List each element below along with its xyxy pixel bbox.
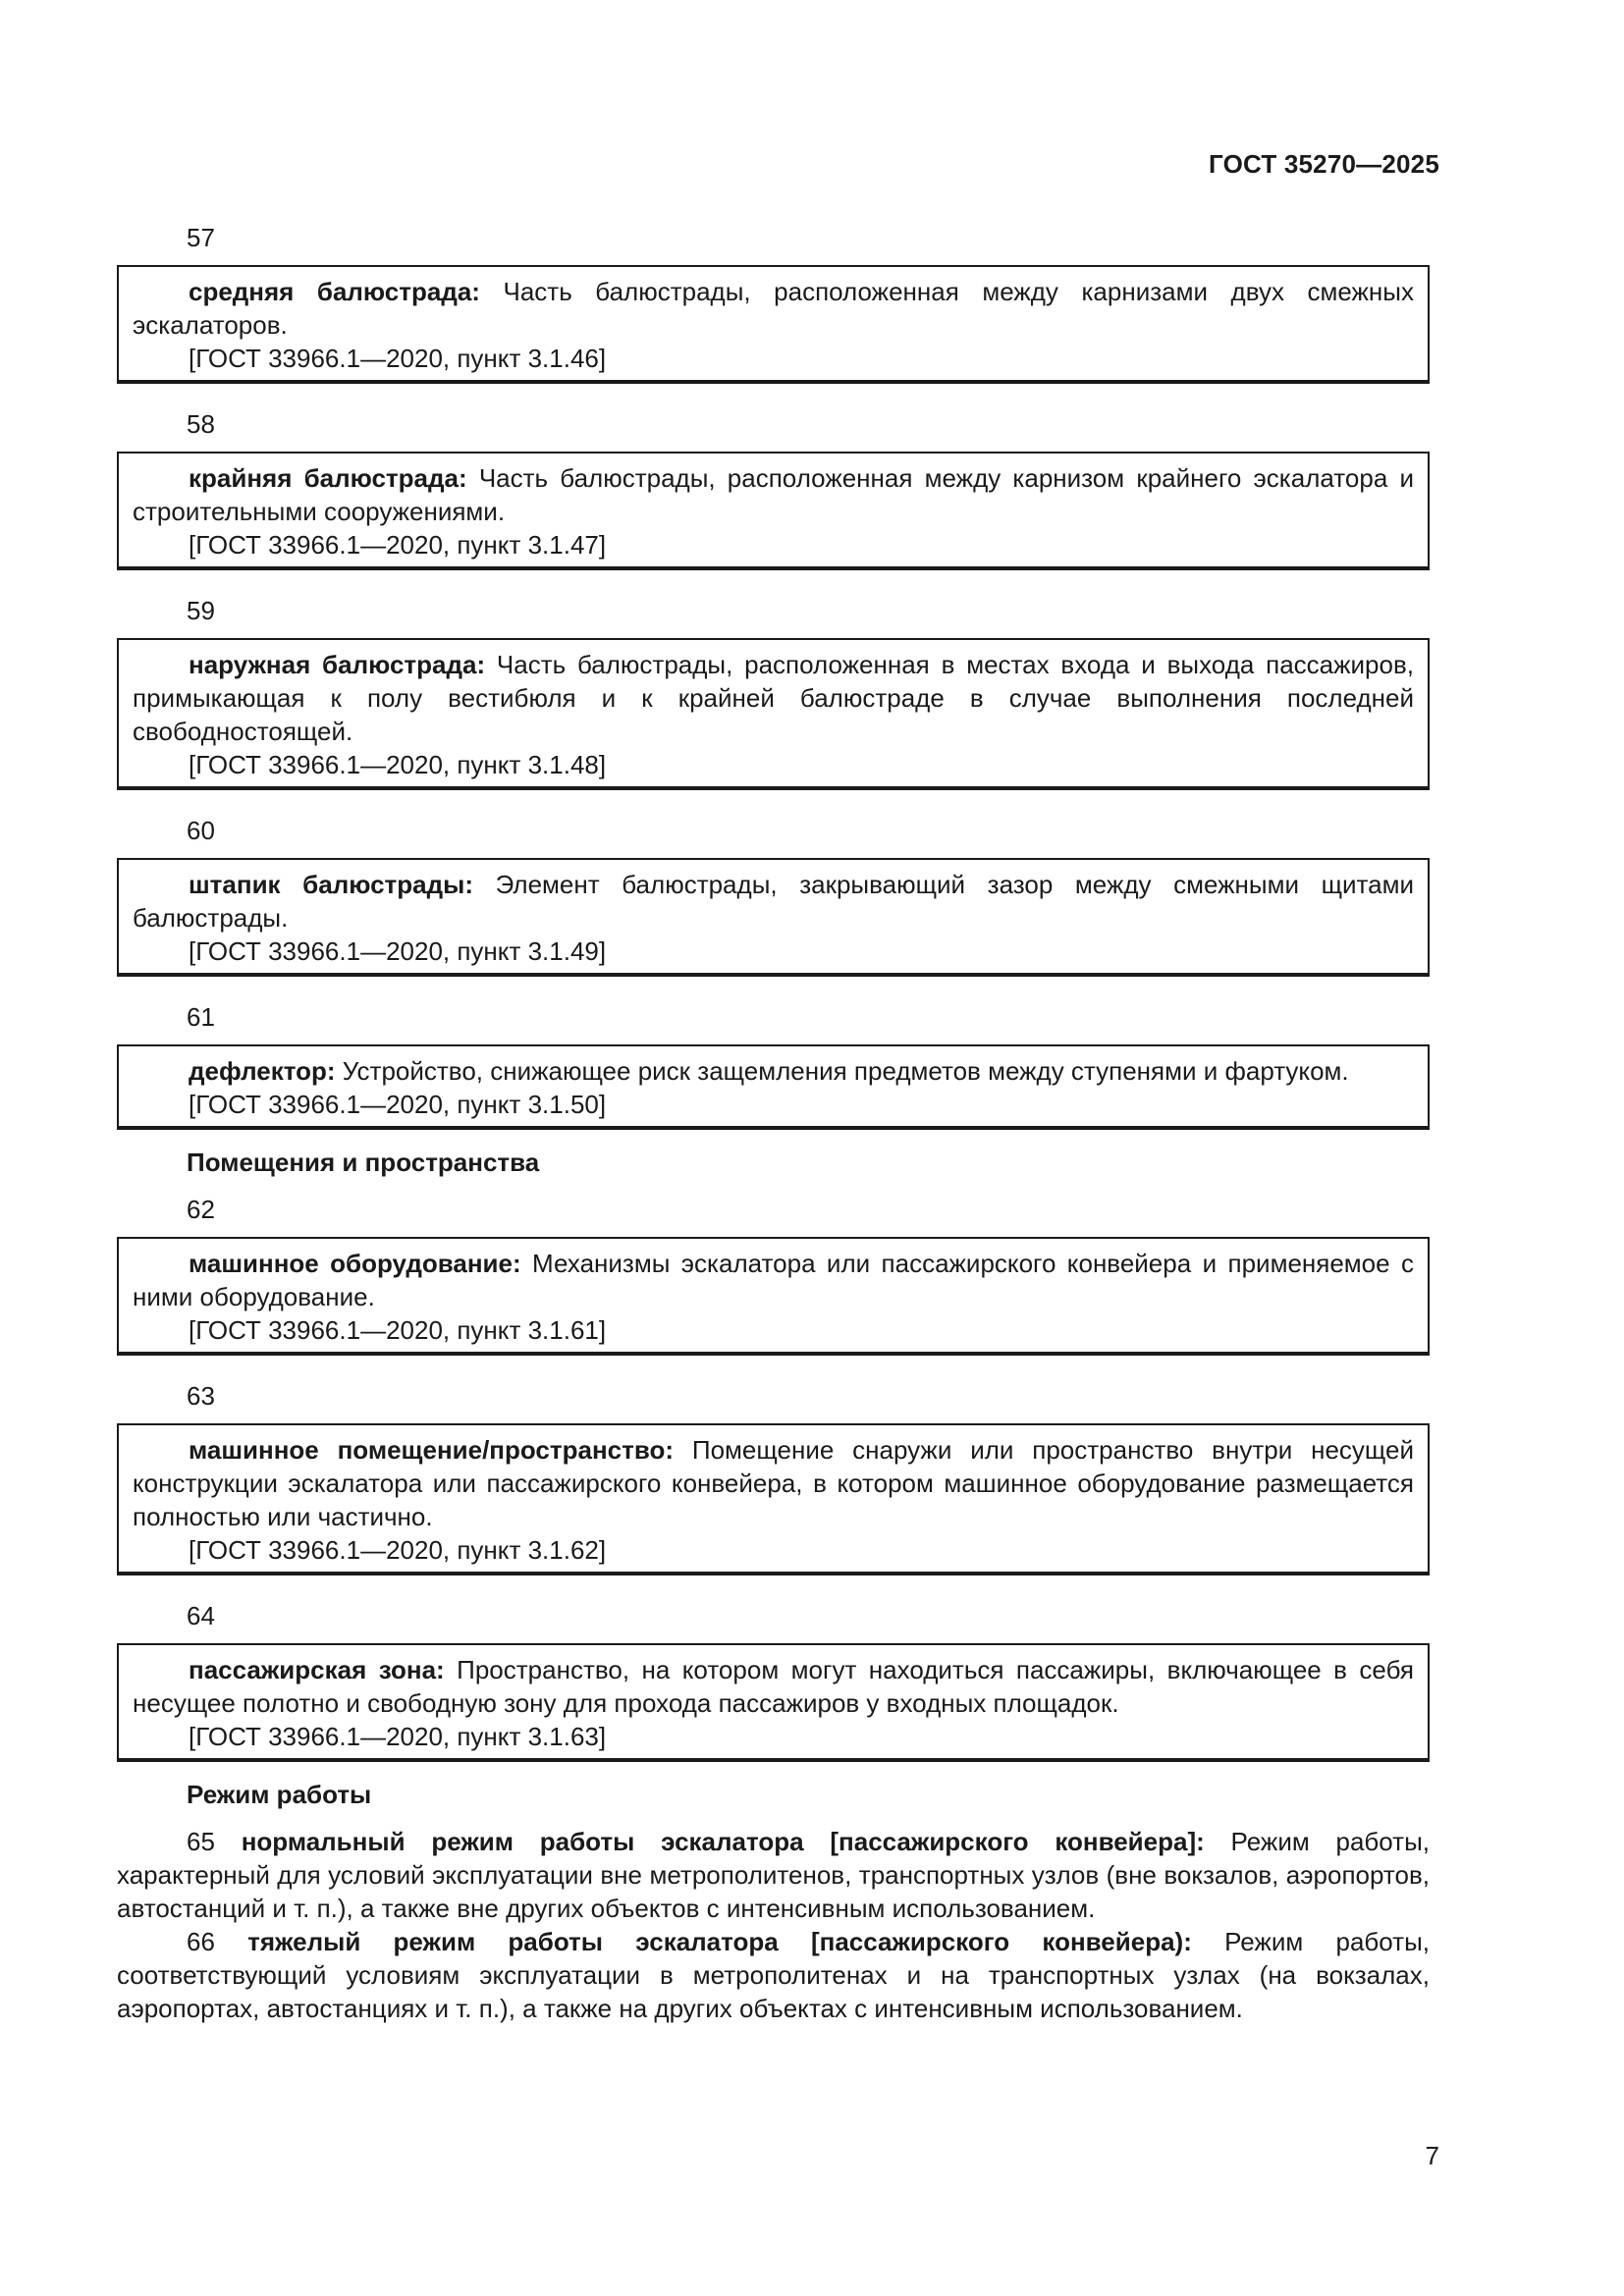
term-definition	[133, 1433, 1414, 1533]
term-text: Пространство, на котором могут находиться пассажиры, включающее в себя несущее полотно и свободную зону для прохода пассажиров у входных площадок.	[133, 1655, 1415, 1718]
term-entry	[117, 452, 1430, 570]
term-number: 65	[187, 1827, 242, 1856]
term-source: [ГОСТ 33966.1—2020, пункт 3.1.50]	[189, 1090, 607, 1119]
term-number: 66	[187, 1927, 248, 1956]
term-source: [ГОСТ 33966.1—2020, пункт 3.1.63]	[189, 1722, 607, 1751]
term-name: крайняя балюстрада:	[189, 463, 467, 493]
term-text: Механизмы эскалатора или пассажирского конвейера и применяемое с ними оборудование.	[133, 1249, 1414, 1311]
term-definition	[133, 648, 1414, 748]
term-source: [ГОСТ 33966.1—2020, пункт 3.1.61]	[189, 1315, 607, 1345]
term-entry	[117, 1825, 1430, 1925]
term-definition	[133, 1653, 1414, 1720]
term-number: 57	[187, 223, 215, 252]
term-entry	[117, 265, 1430, 384]
term-text: Часть балюстрады, расположенная в местах входа и выхода пассажиров, примыкающая к полу вестибюля и к крайней балюстраде в случае выполнения последней свободностоящей.	[133, 650, 1415, 746]
term-definition	[133, 275, 1414, 342]
term-name: дефлектор:	[189, 1056, 336, 1086]
page-number: 7	[1425, 2141, 1439, 2170]
term-name: пассажирская зона:	[189, 1655, 445, 1684]
term-name: штапик балюстрады:	[189, 870, 473, 899]
term-source: [ГОСТ 33966.1—2020, пункт 3.1.49]	[189, 936, 607, 966]
term-number: 62	[187, 1195, 215, 1224]
term-number: 59	[187, 596, 215, 625]
term-name: нормальный режим работы эскалатора [пассажирского конвейера]:	[241, 1827, 1205, 1856]
term-name: машинное помещение/пространство:	[189, 1435, 675, 1465]
term-entry	[117, 1237, 1430, 1356]
term-entry	[117, 1643, 1430, 1762]
term-number: 64	[187, 1601, 215, 1630]
term-source: [ГОСТ 33966.1—2020, пункт 3.1.48]	[189, 750, 607, 779]
term-number: 58	[187, 409, 215, 439]
term-definition	[133, 1247, 1414, 1313]
term-definition	[133, 1054, 1414, 1088]
term-text: Часть балюстрады, расположенная между карнизами двух смежных эскалаторов.	[133, 277, 1414, 340]
term-text: Помещение снаружи или пространство внутри несущей конструкции эскалатора или пассажирского конвейера, в котором машинное оборудование размещается полностью или частично.	[133, 1435, 1415, 1531]
term-text: Часть балюстрады, расположенная между карнизом крайнего эскалатора и строительными сооружениями.	[133, 463, 1414, 526]
term-entry	[117, 1925, 1430, 2025]
term-name: наружная балюстрада:	[189, 650, 486, 679]
page-content	[117, 221, 1430, 2025]
term-source: [ГОСТ 33966.1—2020, пункт 3.1.46]	[189, 344, 607, 373]
section-heading: Помещения и пространства	[187, 1148, 540, 1177]
term-text: Элемент балюстрады, закрывающий зазор между смежными щитами балюстрады.	[133, 870, 1414, 933]
document-code: ГОСТ 35270—2025	[1209, 149, 1439, 179]
term-name: машинное оборудование:	[189, 1249, 521, 1278]
term-name: тяжелый режим работы эскалатора [пассажирского конвейера):	[247, 1927, 1192, 1956]
term-entry	[117, 858, 1430, 977]
term-name: средняя балюстрада:	[189, 277, 480, 306]
term-entry	[117, 638, 1430, 790]
term-number: 61	[187, 1002, 215, 1032]
term-definition	[133, 461, 1414, 528]
term-entry	[117, 1423, 1430, 1575]
term-text: Режим работы, характерный для условий эксплуатации вне метрополитенов, транспортных узлов (вне вокзалов, аэропортов, автостанций и т. п.), а также вне других объектов с интенсивным использованием.	[117, 1827, 1430, 1923]
term-source: [ГОСТ 33966.1—2020, пункт 3.1.62]	[189, 1535, 607, 1565]
term-text: Устройство, снижающее риск защемления предметов между ступенями и фартуком.	[335, 1056, 1349, 1086]
term-text: Режим работы, соответствующий условиям эксплуатации в метрополитенах и на транспортных узлах (на вокзалах, аэропортах, автостанциях и т. п.), а также на других объектах с интенсивным использованием.	[117, 1927, 1431, 2023]
section-heading: Режим работы	[187, 1780, 372, 1809]
term-number: 63	[187, 1381, 215, 1411]
term-number: 60	[187, 816, 215, 845]
term-source: [ГОСТ 33966.1—2020, пункт 3.1.47]	[189, 530, 607, 560]
term-entry	[117, 1044, 1430, 1130]
term-definition	[133, 868, 1414, 934]
